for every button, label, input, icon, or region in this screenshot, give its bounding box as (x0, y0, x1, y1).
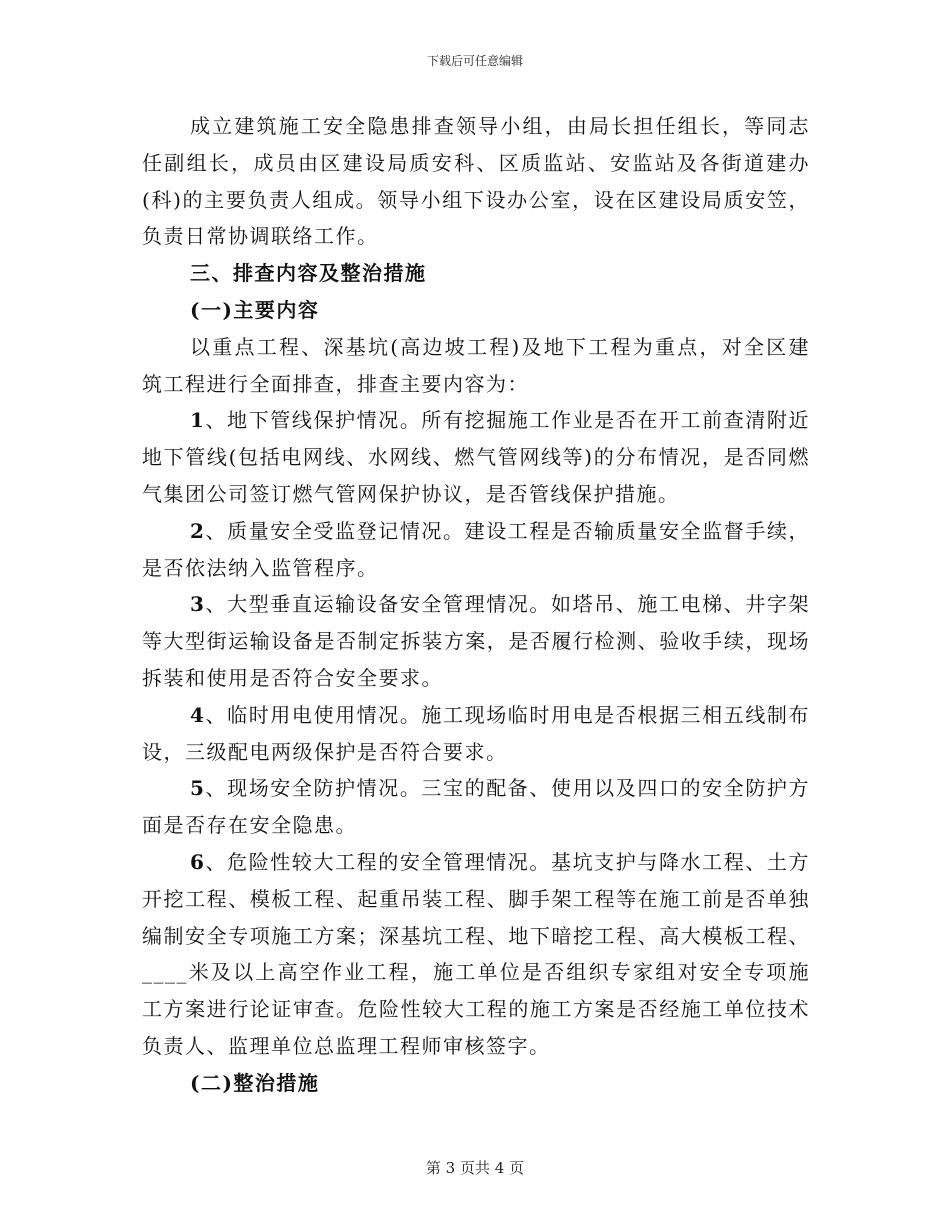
list-item-text: 、大型垂直运输设备安全管理情况。如塔吊、施工电梯、井字架等大型街运输设备是否制定拆装方案，是否履行检测、验收手续，现场拆装和使用是否符合安全要求。 (142, 592, 810, 690)
page-header-note: 下载后可任意编辑 (426, 54, 523, 68)
list-item-temporary-power (142, 697, 810, 771)
paragraph-leadership-group: 成立建筑施工安全隐患排查领导小组，由局长担任组长，等同志任副组长，成员由区建设局质安科、区质监站、安监站及各街道建办(科)的主要负责人组成。领导小组下设办公室，设在区建设局质安笠，负责日常协调联络工作。 (142, 114, 810, 249)
list-item-lifting-equipment (142, 586, 810, 696)
list-item-number: 1 (190, 408, 206, 433)
subsection-heading-remediation: (二)整治措施 (190, 1070, 320, 1095)
page-number: 第 3 页共 4 页 (425, 1159, 525, 1177)
list-item-number: 5 (190, 776, 206, 801)
section-heading-inspection: 三、排查内容及整治措施 (190, 261, 427, 286)
list-item-number: 4 (190, 702, 206, 727)
list-item-text: 、危险性较大工程的安全管理情况。基坑支护与降水工程、土方开挖工程、模板工程、起重吊装工程、脚手架工程等在施工前是否单独编制安全专项施工方案；深基坑工程、地下暗挖工程、高大模板工程、____米及以上高空作业工程，施工单位是否组织专家组对安全专项施工方案进行论证审查。危险性较大工程的施工方案是否经施工单位技术负责人、监理单位总监理工程师审核签字。 (142, 849, 810, 1058)
list-item-number: 6 (190, 849, 206, 874)
list-item-text: 、临时用电使用情况。施工现场临时用电是否根据三相五线制布设，三级配电两级保护是否符合要求。 (142, 702, 810, 764)
list-item-hazardous-works (142, 844, 810, 1065)
list-item-registration (142, 513, 810, 587)
list-item-text: 、质量安全受监登记情况。建设工程是否输质量安全监督手续，是否依法纳入监管程序。 (142, 518, 810, 580)
list-item-site-protection (142, 770, 810, 844)
list-item-number: 3 (190, 592, 206, 617)
list-item-number: 2 (190, 518, 206, 543)
list-item-text: 、地下管线保护情况。所有挖掘施工作业是否在开工前查清附近地下管线(包括电网线、水网线、燃气管网线等)的分布情况，是否同燃气集团公司签订燃气管网保护协议，是否管线保护措施。 (142, 408, 810, 506)
subsection-heading-main-content: (一)主要内容 (190, 297, 320, 322)
document-body (142, 108, 810, 1102)
paragraph-inspection-scope: 以重点工程、深基坑(高边坡工程)及地下工程为重点，对全区建筑工程进行全面排查，排查主要内容为： (142, 334, 810, 396)
list-item-pipelines (142, 402, 810, 512)
list-item-text: 、现场安全防护情况。三宝的配备、使用以及四口的安全防护方面是否存在安全隐患。 (142, 776, 810, 838)
